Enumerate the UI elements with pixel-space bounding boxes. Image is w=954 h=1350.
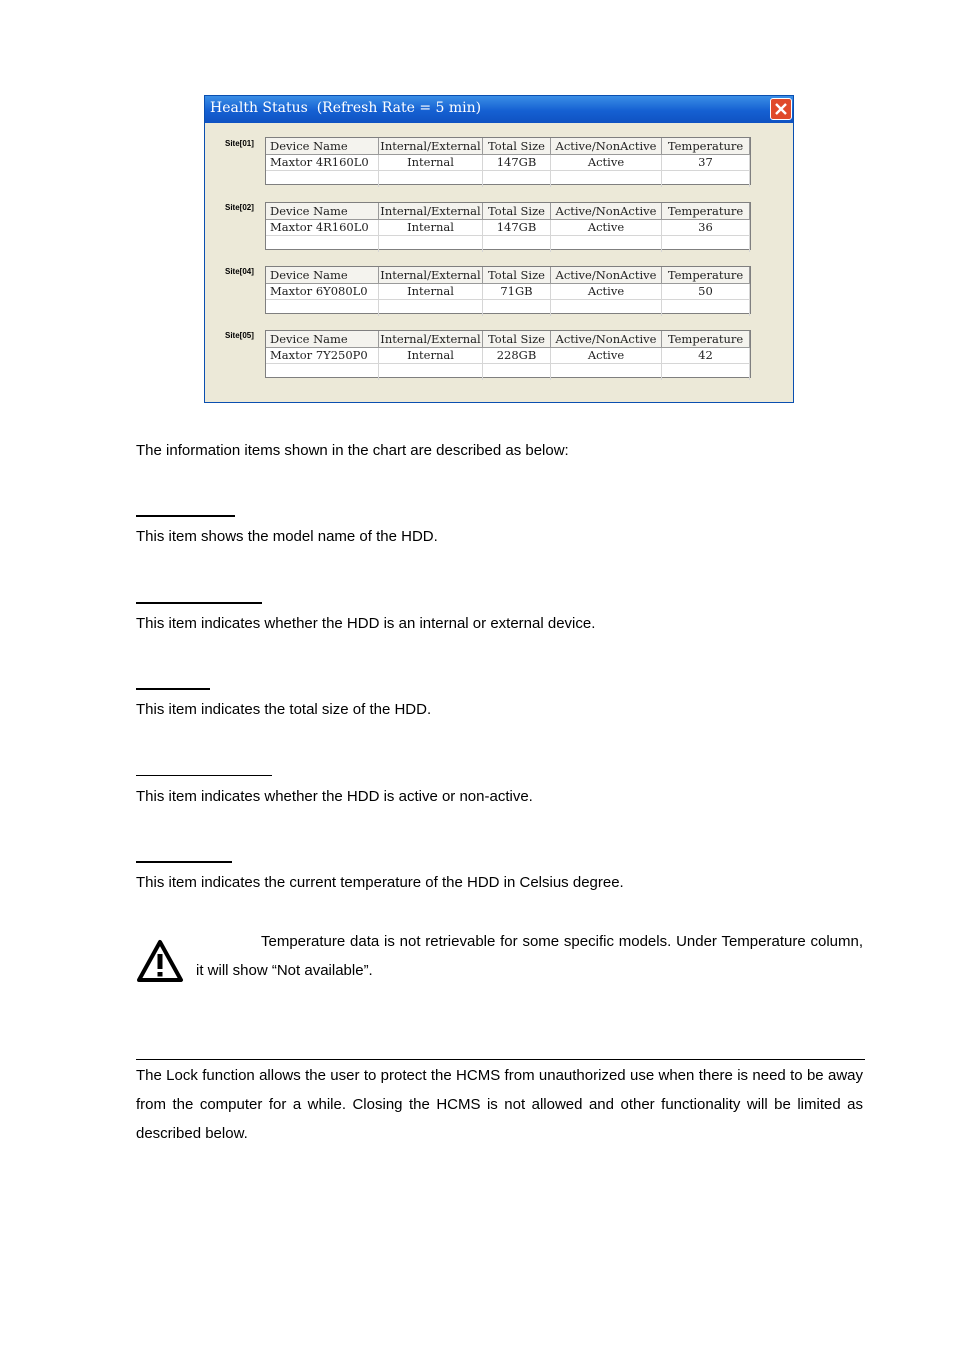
dialog-title: Health Status (Refresh Rate = 5 min) xyxy=(210,100,482,116)
site-label: Site[04] xyxy=(225,267,254,276)
cell-active[interactable]: Active xyxy=(551,348,662,364)
cell-total-size[interactable]: 147GB xyxy=(483,220,551,236)
description-text: This item indicates whether the HDD is an internal or external device. xyxy=(136,615,596,632)
column-header[interactable]: Temperature xyxy=(662,203,750,220)
empty-cell xyxy=(266,300,379,316)
column-header[interactable]: Device Name xyxy=(266,203,379,220)
column-header[interactable]: Active/NonActive xyxy=(551,203,662,220)
column-header[interactable]: Active/NonActive xyxy=(551,331,662,348)
heading-underline xyxy=(136,515,235,517)
column-header[interactable]: Temperature xyxy=(662,267,750,284)
empty-cell xyxy=(379,171,483,187)
cell-internal-external[interactable]: Internal xyxy=(379,284,483,300)
section-divider xyxy=(136,1059,865,1060)
site-label: Site[05] xyxy=(225,331,254,340)
column-header[interactable]: Total Size xyxy=(483,331,551,348)
column-header[interactable]: Total Size xyxy=(483,138,551,155)
close-button[interactable] xyxy=(770,98,792,120)
note-content: Temperature data is not retrievable for some specific models. Under Temperature column, it will show “Not available”. xyxy=(196,933,863,979)
empty-cell xyxy=(379,236,483,252)
column-header[interactable]: Total Size xyxy=(483,267,551,284)
cell-total-size[interactable]: 228GB xyxy=(483,348,551,364)
device-table xyxy=(265,137,751,185)
empty-cell xyxy=(662,236,750,252)
site-label: Site[01] xyxy=(225,139,254,148)
cell-active[interactable]: Active xyxy=(551,284,662,300)
cell-active[interactable]: Active xyxy=(551,155,662,171)
column-header[interactable]: Internal/External xyxy=(379,267,483,284)
warning-icon xyxy=(136,938,184,984)
device-table xyxy=(265,330,751,378)
intro-text: The information items shown in the chart are described as below: xyxy=(136,442,569,459)
device-table xyxy=(265,266,751,314)
heading-underline xyxy=(136,861,232,863)
cell-temperature[interactable]: 50 xyxy=(662,284,750,300)
column-header[interactable]: Total Size xyxy=(483,203,551,220)
cell-device-name[interactable]: Maxtor 6Y080L0 xyxy=(266,284,379,300)
lock-description: The Lock function allows the user to protect the HCMS from unauthorized use when there is need to be away from the computer for a while. Closing the HCMS is not allowed and other functionality will be limited as described below. xyxy=(136,1067,863,1142)
column-header[interactable]: Device Name xyxy=(266,138,379,155)
column-header[interactable]: Active/NonActive xyxy=(551,267,662,284)
cell-internal-external[interactable]: Internal xyxy=(379,348,483,364)
cell-total-size[interactable]: 71GB xyxy=(483,284,551,300)
column-header[interactable]: Internal/External xyxy=(379,331,483,348)
cell-total-size[interactable]: 147GB xyxy=(483,155,551,171)
column-header[interactable]: Active/NonActive xyxy=(551,138,662,155)
empty-cell xyxy=(266,236,379,252)
heading-underline xyxy=(136,775,272,776)
heading-underline xyxy=(136,602,262,604)
description-text: This item indicates the current temperature of the HDD in Celsius degree. xyxy=(136,874,624,891)
empty-cell xyxy=(483,364,551,380)
empty-cell xyxy=(379,364,483,380)
empty-cell xyxy=(266,171,379,187)
cell-internal-external[interactable]: Internal xyxy=(379,220,483,236)
empty-cell xyxy=(662,171,750,187)
cell-temperature[interactable]: 37 xyxy=(662,155,750,171)
empty-cell xyxy=(551,300,662,316)
column-header[interactable]: Internal/External xyxy=(379,203,483,220)
dialog-titlebar xyxy=(205,96,793,123)
empty-cell xyxy=(662,364,750,380)
cell-temperature[interactable]: 36 xyxy=(662,220,750,236)
empty-cell xyxy=(551,236,662,252)
empty-cell xyxy=(551,364,662,380)
heading-underline xyxy=(136,688,210,690)
note-text xyxy=(196,927,863,985)
close-icon xyxy=(774,102,788,116)
empty-cell xyxy=(483,300,551,316)
column-header[interactable]: Device Name xyxy=(266,331,379,348)
cell-device-name[interactable]: Maxtor 4R160L0 xyxy=(266,220,379,236)
empty-cell xyxy=(266,364,379,380)
cell-temperature[interactable]: 42 xyxy=(662,348,750,364)
cell-device-name[interactable]: Maxtor 7Y250P0 xyxy=(266,348,379,364)
cell-internal-external[interactable]: Internal xyxy=(379,155,483,171)
description-text: This item shows the model name of the HDD. xyxy=(136,528,438,545)
column-header[interactable]: Temperature xyxy=(662,138,750,155)
site-label: Site[02] xyxy=(225,203,254,212)
empty-cell xyxy=(483,171,551,187)
cell-active[interactable]: Active xyxy=(551,220,662,236)
column-header[interactable]: Temperature xyxy=(662,331,750,348)
column-header[interactable]: Internal/External xyxy=(379,138,483,155)
empty-cell xyxy=(662,300,750,316)
column-header[interactable]: Device Name xyxy=(266,267,379,284)
description-text: This item indicates the total size of the HDD. xyxy=(136,701,432,718)
description-text: This item indicates whether the HDD is active or non-active. xyxy=(136,788,533,805)
empty-cell xyxy=(551,171,662,187)
device-table xyxy=(265,202,751,250)
empty-cell xyxy=(379,300,483,316)
cell-device-name[interactable]: Maxtor 4R160L0 xyxy=(266,155,379,171)
empty-cell xyxy=(483,236,551,252)
health-status-dialog xyxy=(204,95,794,403)
